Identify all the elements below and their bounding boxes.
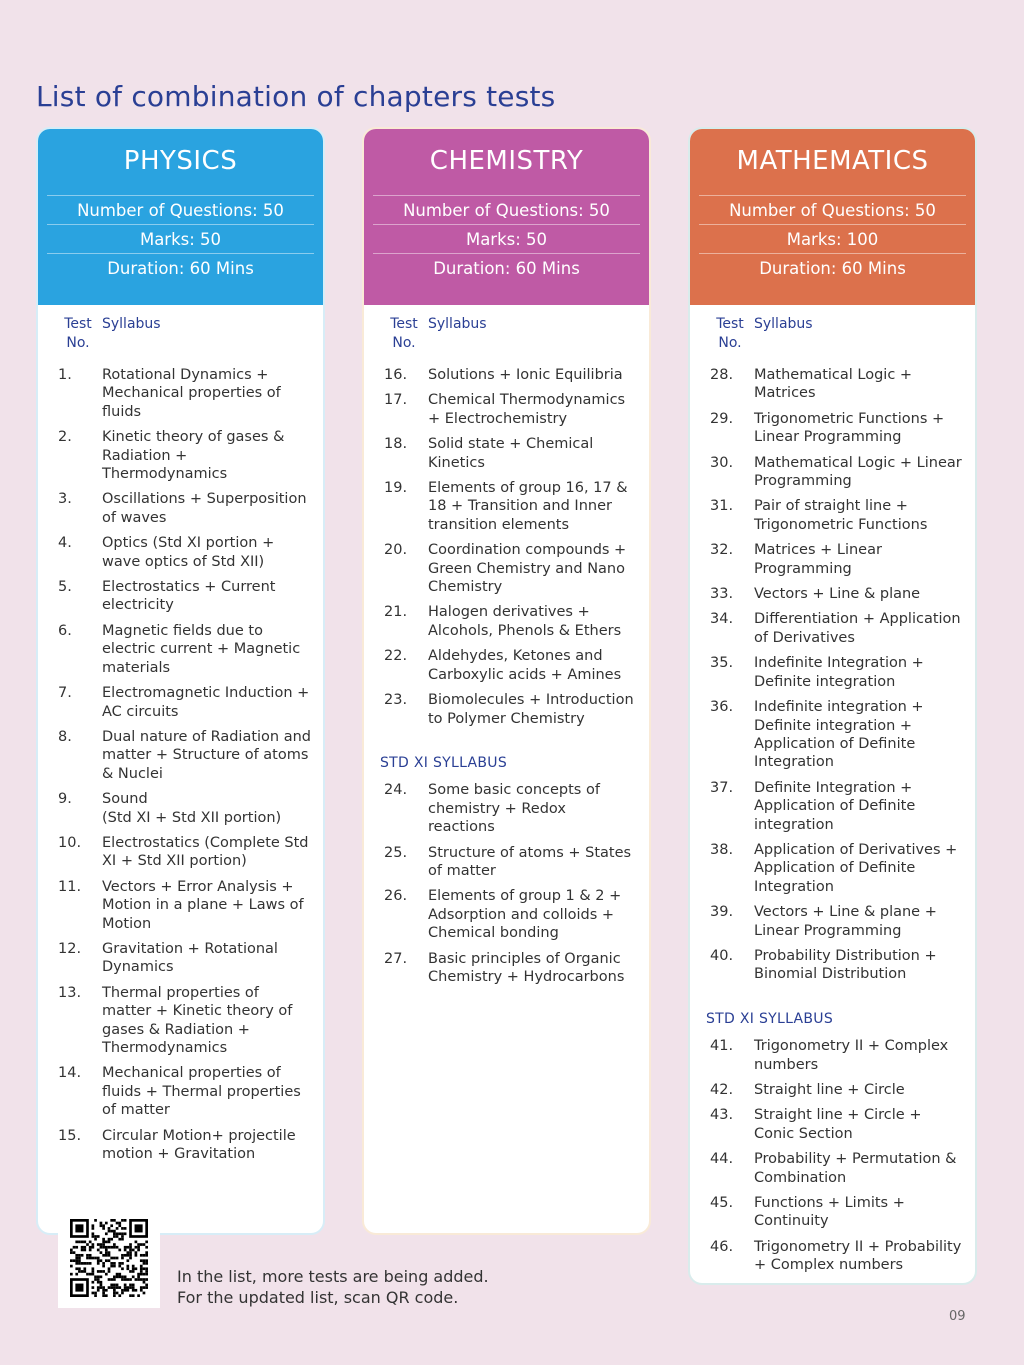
chemistry-header — [364, 129, 649, 305]
test-syllabus: Pair of straight line + Trigonometric Functions — [754, 498, 928, 533]
test-syllabus: Oscillations + Superposition of waves — [102, 491, 307, 526]
test-item — [54, 578, 311, 615]
test-syllabus: Elements of group 16, 17 & 18 + Transition and Inner transition elements — [428, 480, 628, 533]
marks: Marks: 100 — [699, 225, 966, 254]
test-syllabus: Trigonometry II + Complex numbers — [754, 1038, 949, 1073]
test-item — [380, 603, 637, 640]
test-syllabus: Electromagnetic Induction + AC circuits — [102, 685, 310, 720]
test-syllabus: Differentiation + Application of Derivatives — [754, 611, 961, 646]
test-syllabus: Matrices + Linear Programming — [754, 542, 882, 577]
test-number: 40. — [710, 947, 734, 964]
test-syllabus: Straight line + Circle + Conic Section — [754, 1107, 922, 1142]
test-syllabus: Definite Integration + Application of Definite integration — [754, 779, 916, 833]
test-number: 32. — [710, 542, 734, 559]
test-number: 1. — [58, 367, 72, 383]
test-item — [706, 454, 963, 491]
marks: Marks: 50 — [373, 225, 640, 254]
test-number: 10. — [58, 834, 82, 851]
physics-body — [38, 305, 323, 1163]
test-syllabus: Probability + Permutation & Combination — [754, 1151, 957, 1186]
test-item — [380, 541, 637, 596]
test-number: 42. — [710, 1082, 734, 1098]
test-syllabus: Mechanical properties of fluids + Thermal properties of matter — [102, 1065, 301, 1119]
std-xi-test-list — [380, 781, 637, 986]
page-title: List of combination of chapters tests — [36, 80, 556, 113]
syllabus-header: Syllabus — [754, 316, 813, 332]
test-item — [706, 654, 963, 691]
test-number: 25. — [384, 844, 408, 861]
test-item — [706, 1194, 963, 1231]
questions-count: Number of Questions: 50 — [699, 196, 966, 225]
test-item — [706, 1037, 963, 1074]
test-number: 37. — [710, 779, 734, 796]
physics-card — [36, 127, 325, 1235]
test-item — [54, 534, 311, 571]
std-xi-heading: STD XI SYLLABUS — [706, 1010, 834, 1027]
test-item — [706, 410, 963, 447]
mathematics-header — [690, 129, 975, 305]
test-item — [54, 984, 311, 1058]
test-number: 29. — [710, 410, 734, 427]
test-number: 3. — [58, 491, 72, 508]
test-number: 11. — [58, 878, 82, 895]
test-syllabus: Vectors + Error Analysis + Motion in a plane + Laws of Motion — [102, 878, 304, 932]
test-item — [54, 940, 311, 977]
test-item — [706, 1238, 963, 1275]
test-number: 38. — [710, 841, 734, 858]
qr-code[interactable] — [58, 1208, 160, 1308]
test-item — [706, 1150, 963, 1187]
test-item — [54, 622, 311, 677]
test-number: 43. — [710, 1107, 734, 1124]
test-number: 22. — [384, 648, 408, 665]
test-number: 36. — [710, 699, 734, 716]
test-number: 35. — [710, 655, 734, 672]
test-syllabus: Kinetic theory of gases & Radiation + Thermodynamics — [102, 429, 285, 483]
test-number: 15. — [58, 1127, 82, 1144]
footer-note-line2: For the updated list, scan QR code. — [177, 1288, 459, 1307]
test-syllabus: Thermal properties of matter + Kinetic theory of gases & Radiation + Thermodynamics — [102, 984, 293, 1056]
subject-name: CHEMISTRY — [373, 129, 640, 196]
test-syllabus: Electrostatics + Current electricity — [102, 579, 276, 614]
test-syllabus: Some basic concepts of chemistry + Redox reactions — [428, 782, 600, 836]
test-number: 44. — [710, 1151, 734, 1168]
test-item — [54, 428, 311, 483]
test-number: 24. — [384, 782, 408, 799]
footer-note — [177, 1266, 489, 1308]
test-syllabus: Functions + Limits + Continuity — [754, 1195, 905, 1230]
test-item — [54, 834, 311, 871]
test-no-header: Test No. — [390, 316, 418, 351]
test-list — [380, 366, 637, 728]
test-item — [380, 950, 637, 987]
test-syllabus: Gravitation + Rotational Dynamics — [102, 940, 278, 976]
test-number: 26. — [384, 888, 408, 905]
test-item — [380, 887, 637, 942]
test-item — [380, 366, 637, 384]
test-syllabus: Solid state + Chemical Kinetics — [428, 436, 594, 471]
test-item — [706, 366, 963, 403]
test-item — [54, 790, 311, 827]
test-no-header: Test No. — [716, 316, 744, 351]
test-number: 18. — [384, 436, 408, 453]
qr-code-icon — [70, 1219, 148, 1297]
test-number: 12. — [58, 940, 82, 957]
subject-name: MATHEMATICS — [699, 129, 966, 196]
physics-header — [38, 129, 323, 305]
test-syllabus: Trigonometric Functions + Linear Programming — [754, 410, 945, 446]
test-item — [54, 1127, 311, 1164]
test-item — [706, 497, 963, 534]
test-number: 46. — [710, 1238, 734, 1255]
subject-name: PHYSICS — [47, 129, 314, 196]
test-item — [706, 903, 963, 940]
test-syllabus: Coordination compounds + Green Chemistry and Nano Chemistry — [428, 542, 627, 596]
test-syllabus: Vectors + Line & plane — [754, 586, 921, 603]
chemistry-card — [362, 127, 651, 1235]
std-xi-heading: STD XI SYLLABUS — [380, 754, 508, 771]
test-number: 13. — [58, 984, 82, 1001]
test-number: 4. — [58, 535, 72, 552]
test-syllabus: Probability Distribution + Binomial Distribution — [754, 947, 937, 983]
test-syllabus: Application of Derivatives + Application of Definite Integration — [754, 841, 958, 895]
page-number: 09 — [949, 1309, 966, 1324]
test-syllabus: Indefinite Integration + Definite integration — [754, 655, 924, 690]
test-item — [54, 366, 311, 421]
test-item — [706, 541, 963, 578]
test-number: 23. — [384, 692, 408, 709]
footer-note-line1: In the list, more tests are being added. — [177, 1267, 489, 1286]
test-syllabus: Trigonometry II + Probability + Complex numbers — [754, 1238, 962, 1274]
test-number: 41. — [710, 1038, 734, 1055]
test-item — [706, 1106, 963, 1143]
test-syllabus: Dual nature of Radiation and matter + Structure of atoms & Nuclei — [102, 728, 312, 782]
test-list — [706, 366, 963, 984]
test-syllabus: Circular Motion+ projectile motion + Gravitation — [102, 1127, 296, 1163]
test-number: 2. — [58, 429, 72, 446]
test-item — [380, 781, 637, 836]
test-number: 31. — [710, 498, 734, 515]
test-syllabus: Magnetic fields due to electric current + Magnetic materials — [102, 622, 301, 676]
test-syllabus: Rotational Dynamics + Mechanical properties of fluids — [102, 367, 281, 420]
test-number: 16. — [384, 367, 408, 383]
mathematics-body — [690, 305, 975, 1275]
chemistry-body — [364, 305, 649, 986]
test-number: 30. — [710, 454, 734, 471]
syllabus-header: Syllabus — [428, 316, 487, 332]
test-number: 17. — [384, 392, 408, 409]
test-item — [380, 391, 637, 428]
test-number: 19. — [384, 480, 408, 497]
test-number: 20. — [384, 542, 408, 559]
test-number: 9. — [58, 791, 72, 808]
duration: Duration: 60 Mins — [759, 259, 906, 278]
test-syllabus: Mathematical Logic + Linear Programming — [754, 454, 962, 490]
test-syllabus: Halogen derivatives + Alcohols, Phenols & Ethers — [428, 604, 622, 639]
test-number: 7. — [58, 685, 72, 702]
duration: Duration: 60 Mins — [107, 259, 254, 278]
test-item — [380, 479, 637, 534]
column-headers — [706, 315, 963, 352]
test-number: 8. — [58, 728, 72, 745]
test-number: 33. — [710, 586, 734, 603]
test-item — [706, 947, 963, 984]
test-syllabus: Optics (Std XI portion + wave optics of Std XII) — [102, 535, 275, 570]
test-number: 28. — [710, 367, 734, 383]
test-item — [380, 435, 637, 472]
test-syllabus: Vectors + Line & plane + Linear Programming — [754, 904, 937, 939]
syllabus-header: Syllabus — [102, 316, 161, 332]
test-number: 21. — [384, 604, 408, 621]
test-item — [54, 684, 311, 721]
test-item — [380, 844, 637, 881]
test-number: 39. — [710, 904, 734, 921]
test-syllabus: Solutions + Ionic Equilibria — [428, 367, 623, 383]
test-syllabus: Mathematical Logic + Matrices — [754, 367, 913, 402]
test-item — [54, 878, 311, 933]
test-syllabus: Biomolecules + Introduction to Polymer Chemistry — [428, 692, 634, 727]
test-syllabus: Sound (Std XI + Std XII portion) — [102, 791, 282, 826]
duration: Duration: 60 Mins — [433, 259, 580, 278]
test-list — [54, 366, 311, 1163]
test-syllabus: Indefinite integration + Definite integration + Application of Definite Integration — [754, 699, 924, 771]
test-item — [706, 779, 963, 834]
marks: Marks: 50 — [47, 225, 314, 254]
test-number: 14. — [58, 1065, 82, 1082]
column-headers — [54, 315, 311, 352]
test-number: 5. — [58, 579, 72, 596]
test-number: 34. — [710, 611, 734, 628]
questions-count: Number of Questions: 50 — [373, 196, 640, 225]
mathematics-card — [688, 127, 977, 1285]
questions-count: Number of Questions: 50 — [47, 196, 314, 225]
test-item — [54, 490, 311, 527]
test-item — [706, 610, 963, 647]
test-syllabus: Straight line + Circle — [754, 1082, 905, 1098]
test-item — [380, 647, 637, 684]
std-xi-test-list — [706, 1037, 963, 1274]
test-number: 6. — [58, 622, 72, 639]
test-syllabus: Basic principles of Organic Chemistry + Hydrocarbons — [428, 950, 625, 985]
column-headers — [380, 315, 637, 352]
test-item — [706, 841, 963, 896]
test-syllabus: Elements of group 1 & 2 + Adsorption and colloids + Chemical bonding — [428, 888, 622, 942]
test-item — [706, 698, 963, 772]
test-number: 45. — [710, 1195, 734, 1212]
test-syllabus: Chemical Thermodynamics + Electrochemistry — [428, 392, 626, 427]
test-item — [380, 691, 637, 728]
test-number: 27. — [384, 950, 408, 967]
test-syllabus: Structure of atoms + States of matter — [428, 844, 632, 879]
test-item — [706, 585, 963, 603]
test-item — [54, 728, 311, 783]
test-item — [706, 1081, 963, 1099]
test-syllabus: Aldehydes, Ketones and Carboxylic acids + Amines — [428, 648, 622, 683]
test-syllabus: Electrostatics (Complete Std XI + Std XII portion) — [102, 834, 309, 870]
test-no-header: Test No. — [64, 316, 92, 351]
test-item — [54, 1064, 311, 1119]
